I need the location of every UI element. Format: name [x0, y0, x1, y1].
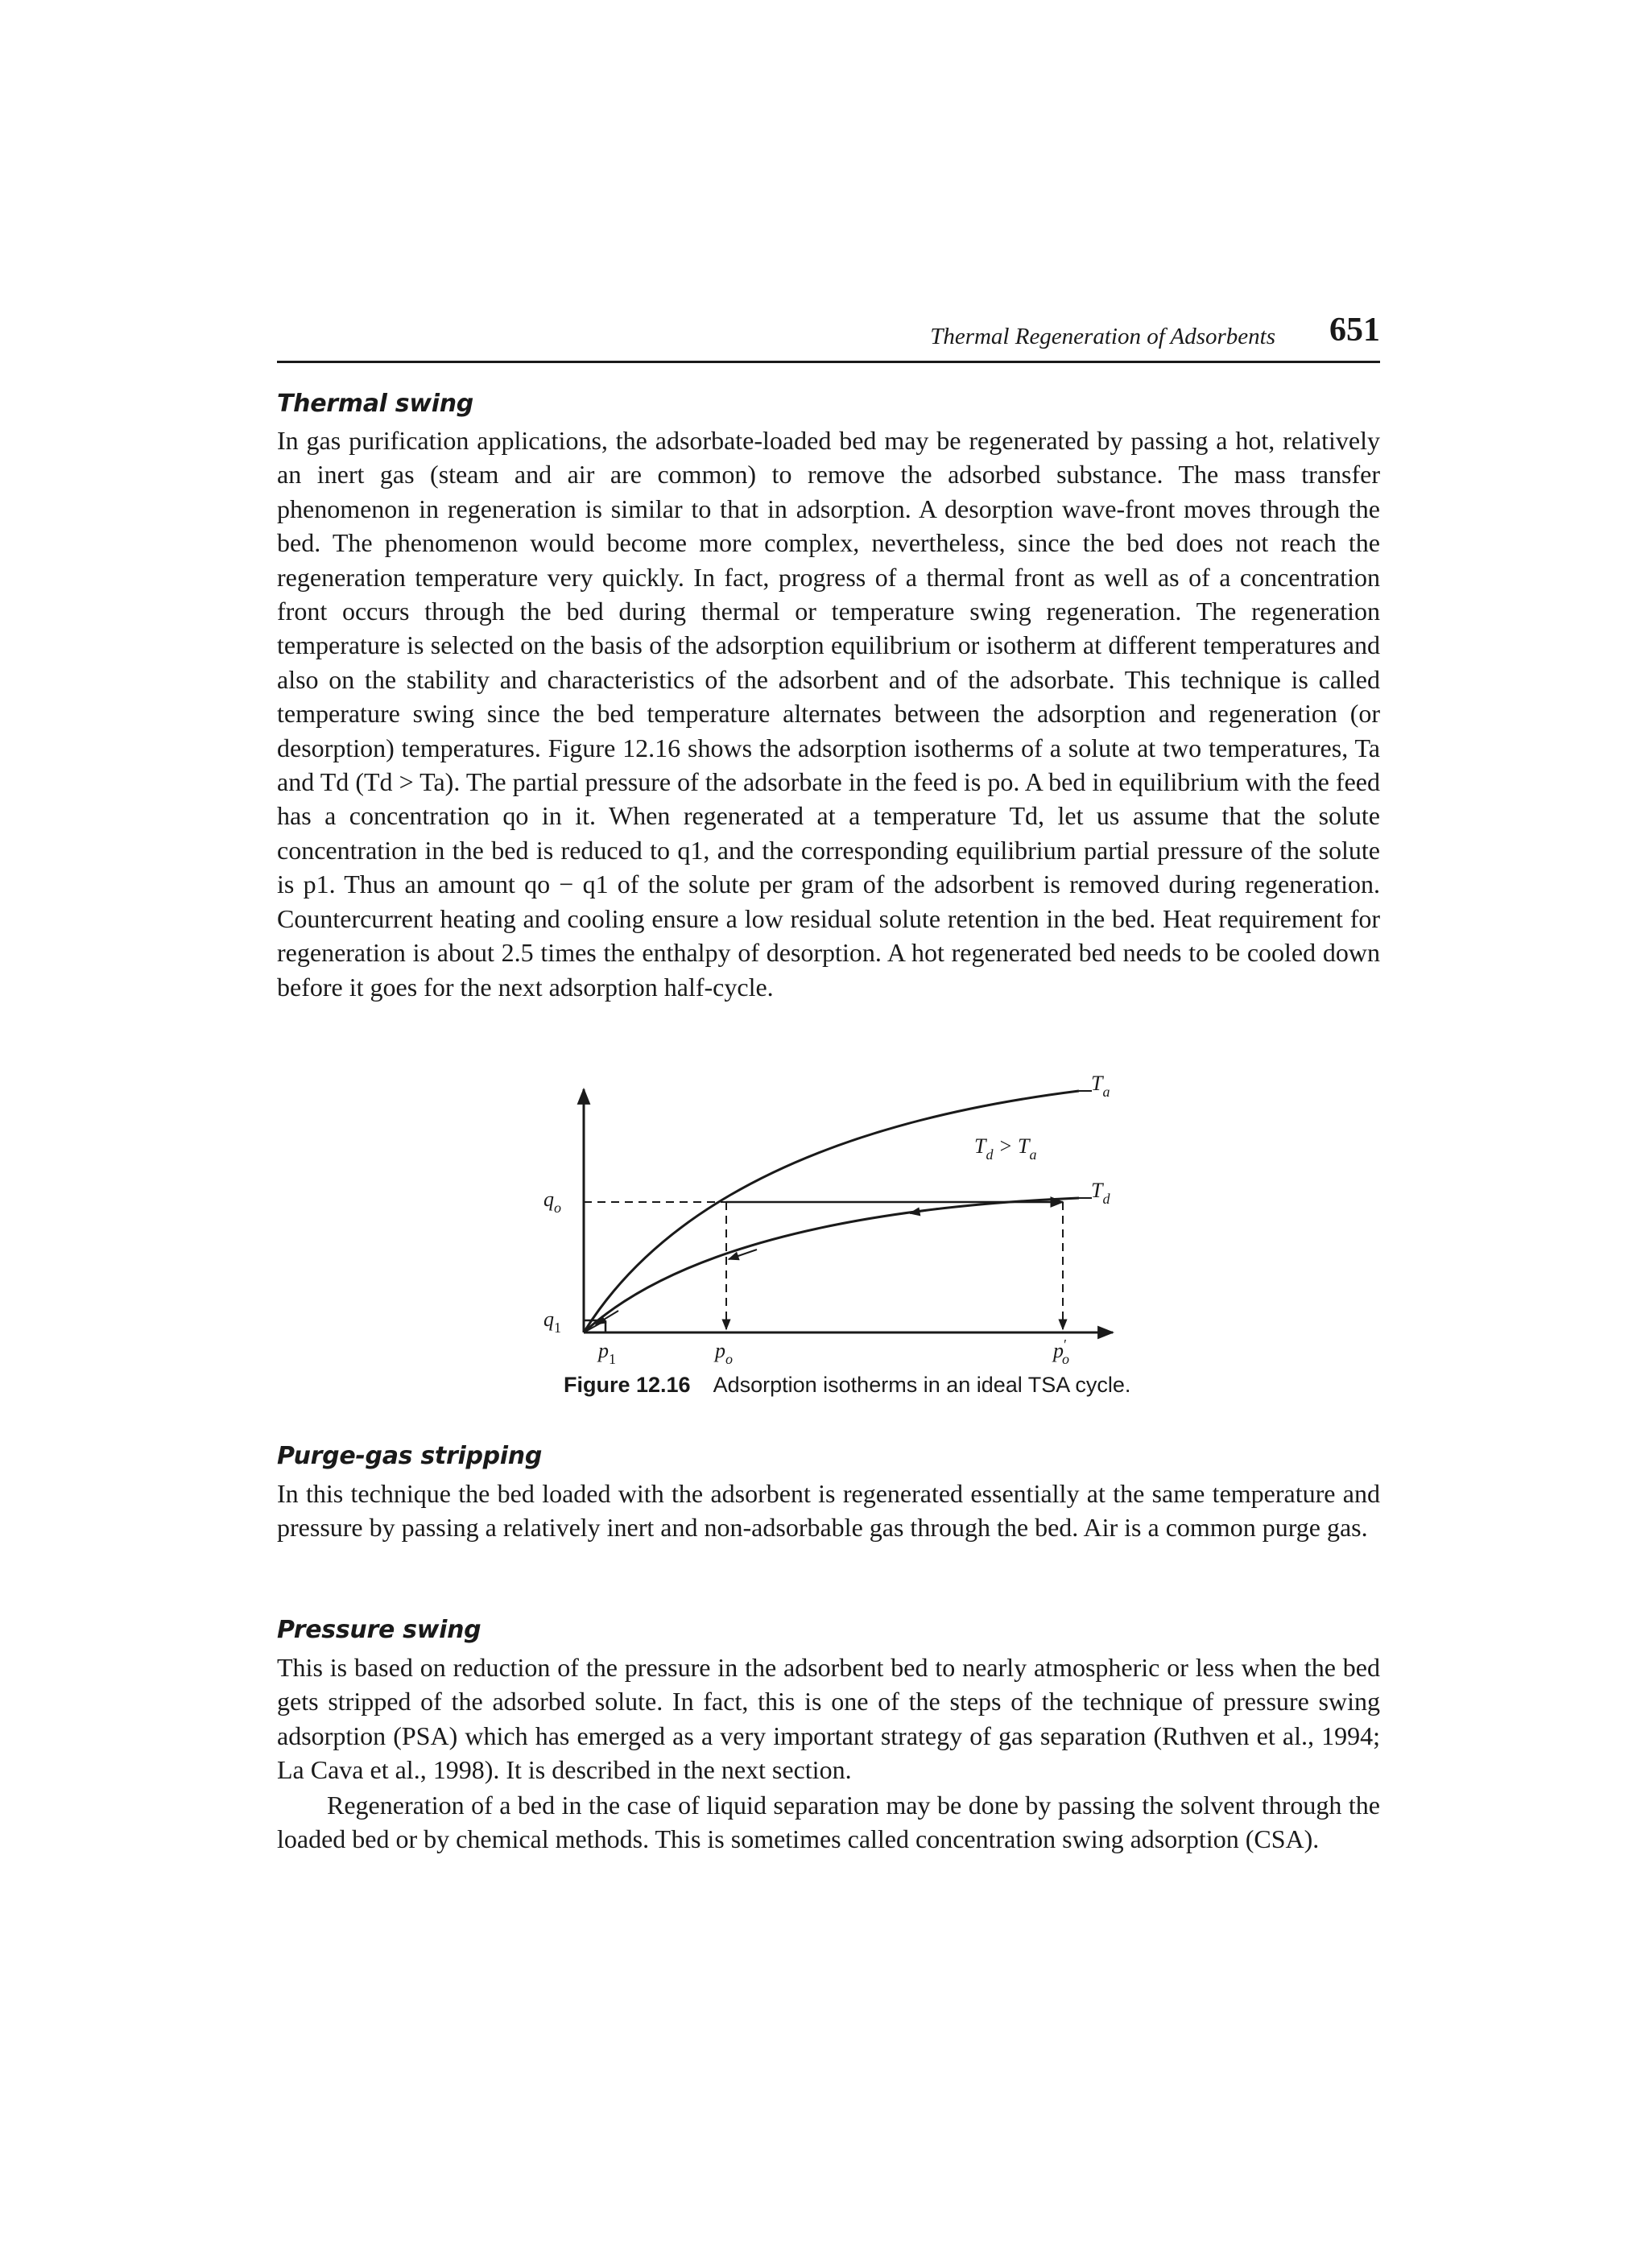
paragraph-liquid-separation: Regeneration of a bed in the case of liquid separation may be done by passing the solvent through the loaded bed or by chemical methods. This is sometimes called concentration swing adsorption (CSA). [277, 1791, 1380, 1854]
label-qo: $q_o$ [543, 1188, 561, 1216]
section-heading-purge-gas-stripping: Purge-gas stripping [277, 1442, 543, 1470]
isotherm-td [584, 1198, 1079, 1332]
figure-number: Figure 12.16 [564, 1373, 691, 1397]
label-po: $p_o$ [715, 1339, 733, 1365]
figure-12-16 [515, 1067, 1131, 1413]
label-td: $T_d$ [1091, 1179, 1110, 1207]
section-heading-pressure-swing: Pressure swing [277, 1616, 481, 1644]
section-heading-thermal-swing: Thermal swing [277, 390, 473, 418]
isotherm-ta [584, 1091, 1079, 1332]
label-ta: $T_a$ [1091, 1072, 1110, 1100]
isotherm-diagram [515, 1067, 1127, 1365]
page-number: 651 [1329, 312, 1380, 349]
running-head: Thermal Regeneration of Adsorbents [930, 324, 1275, 349]
figure-caption [564, 1373, 1130, 1398]
paragraph-thermal-swing: In gas purification applications, the adsorbate-loaded bed may be regenerated by passing a hot, relatively an inert gas (steam and air are common) to remove the adsorbed substance. The mass transfer phenomenon in regeneration is similar to that in adsorption. A desorption wave-front moves through the bed. The phenomenon would become more complex, nevertheless, since the bed does not reach the regeneration temperature very quickly. In fact, progress of a thermal front as well as of a concentration front occurs through the bed during thermal or temperature swing regeneration. The regeneration temperature is selected on the basis of the adsorption equilibrium or isotherm at different temperatures and also on the stability and characteristics of the adsorbent and of the adsorbate. This technique is called temperature swing since the bed temperature alternates between the adsorption and regeneration (or desorption) temperatures. Figure 12.16 shows the adsorption isotherms of a solute at two temperatures, Ta and Td (Td > Ta). The partial pressure of the adsorbate in the feed is po. A bed in equilibrium with the feed has a concentration qo in it. When regenerated at a temperature Td, let us assume that the solute concentration in the bed is reduced to q1, and the corresponding equilibrium partial pressure of the solute is p1. Thus an amount qo − q1 of the solute per gram of the adsorbent is removed during regeneration. Countercurrent heating and cooling ensure a low residual solute retention in the bed. Heat requirement for regeneration is about 2.5 times the enthalpy of desorption. A hot regenerated bed needs to be cooled down before it goes for the next adsorption half-cycle. [277, 426, 1380, 1002]
label-po-prime: p′ o [1053, 1336, 1069, 1365]
label-p1: $p_1$ [598, 1339, 616, 1365]
label-td-gt-ta: $T_d > T_a$ [974, 1134, 1037, 1163]
paragraph-pressure-swing: This is based on reduction of the pressure in the adsorbent bed to nearly atmospheric or less when the bed gets stripped of the adsorbed solute. In fact, this is one of the steps of the technique of pressure swing adsorption (PSA) which has emerged as a very important strategy of gas separation (Ruthven et al., 1994; La Cava et al., 1998). It is described in the next section. [277, 1653, 1380, 1785]
figure-caption-text: Adsorption isotherms in an ideal TSA cycle. [713, 1373, 1131, 1397]
label-q1: $q_1$ [543, 1308, 561, 1336]
running-header [277, 311, 1380, 363]
paragraph-purge-gas-stripping: In this technique the bed loaded with the adsorbent is regenerated essentially at the same temperature and pressure by passing a relatively inert and non-adsorbable gas through the bed. Air is a common purge gas. [277, 1479, 1380, 1543]
